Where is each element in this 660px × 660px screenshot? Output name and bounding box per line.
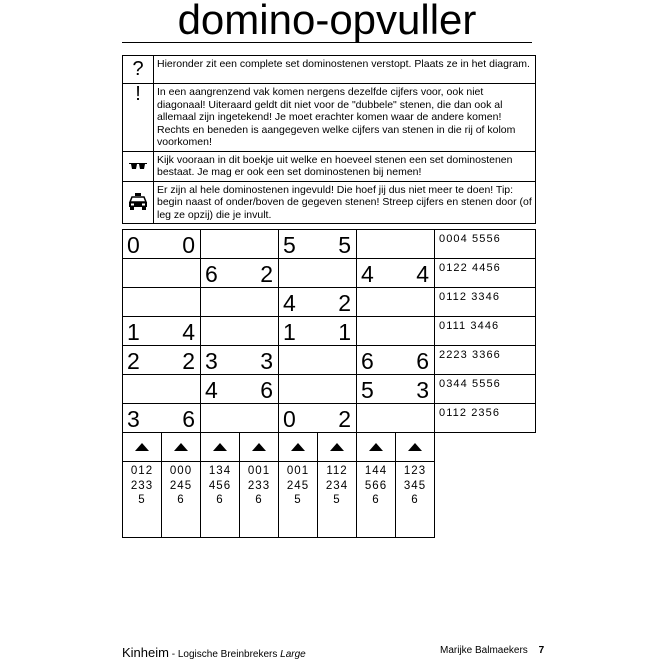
column-number-line: 456 bbox=[208, 479, 232, 492]
page-number: 7 bbox=[538, 645, 545, 656]
domino-pip-b: 3 bbox=[416, 377, 429, 403]
column-number-line: 000 bbox=[169, 465, 193, 477]
domino-pip-b: 2 bbox=[338, 406, 351, 432]
domino-pip-a: 1 bbox=[283, 319, 296, 345]
column-number-line: 6 bbox=[216, 494, 224, 506]
sunglasses-icon bbox=[123, 151, 154, 181]
domino-pip-b: 1 bbox=[338, 319, 351, 345]
arrow-up-icon bbox=[252, 443, 266, 451]
question-mark-icon: ? bbox=[123, 56, 154, 84]
author-name: Marijke Balmaekers bbox=[440, 645, 528, 656]
footer-brand bbox=[122, 645, 306, 660]
row-number-list: 0344 5556 bbox=[434, 374, 536, 404]
grid-cell[interactable] bbox=[122, 316, 201, 346]
column-arrow-cell bbox=[239, 432, 279, 462]
domino-pip-b: 6 bbox=[182, 406, 195, 432]
column-number-list bbox=[239, 461, 279, 538]
column-number-list bbox=[161, 461, 201, 538]
domino-pip-a: 5 bbox=[361, 377, 374, 403]
grid-cell[interactable] bbox=[356, 316, 435, 346]
column-number-line: 245 bbox=[286, 479, 310, 492]
rule-text: Hieronder zit een complete set dominostenen verstopt. Plaats ze in het diagram. bbox=[154, 56, 536, 84]
row-number-list: 0122 4456 bbox=[434, 258, 536, 288]
grid-cell[interactable] bbox=[356, 374, 435, 404]
rules-table bbox=[122, 55, 536, 224]
grid-cell[interactable] bbox=[200, 258, 279, 288]
page-title: domino-opvuller bbox=[177, 0, 477, 43]
arrow-up-icon bbox=[135, 443, 149, 451]
column-number-list bbox=[278, 461, 318, 538]
domino-pip-a: 0 bbox=[283, 406, 296, 432]
grid-cell[interactable] bbox=[278, 345, 357, 375]
column-number-line: 245 bbox=[169, 479, 193, 492]
domino-pip-a: 0 bbox=[127, 232, 140, 258]
grid-cell[interactable] bbox=[200, 316, 279, 346]
row-number-list: 0112 2356 bbox=[434, 403, 536, 433]
grid-cell[interactable] bbox=[122, 345, 201, 375]
arrow-up-icon bbox=[174, 443, 188, 451]
grid-cell[interactable] bbox=[278, 374, 357, 404]
row-number-list: 0004 5556 bbox=[434, 229, 536, 259]
column-number-list bbox=[122, 461, 162, 538]
domino-pip-a: 1 bbox=[127, 319, 140, 345]
column-number-line: 123 bbox=[403, 465, 427, 477]
column-number-line: 5 bbox=[333, 494, 341, 506]
column-number-line: 5 bbox=[294, 494, 302, 506]
column-arrow-cell bbox=[122, 432, 162, 462]
column-number-line: 566 bbox=[364, 479, 388, 492]
column-number-line: 234 bbox=[325, 479, 349, 492]
car-icon bbox=[123, 181, 154, 224]
arrow-up-icon bbox=[213, 443, 227, 451]
column-arrow-cell bbox=[356, 432, 396, 462]
brand-name: Kinheim bbox=[122, 645, 169, 660]
column-arrow-cell bbox=[200, 432, 240, 462]
domino-pip-b: 6 bbox=[260, 377, 273, 403]
arrow-up-icon bbox=[291, 443, 305, 451]
column-number-line: 5 bbox=[138, 494, 146, 506]
domino-pip-b: 0 bbox=[182, 232, 195, 258]
row-number-list: 2223 3366 bbox=[434, 345, 536, 375]
row-number-list: 0111 3446 bbox=[434, 316, 536, 346]
title-underline bbox=[122, 42, 532, 43]
rule-text: Kijk vooraan in dit boekje uit welke en hoeveel stenen een set dominostenen bestaat. Je mag er ook een set dominostenen bij nemen! bbox=[154, 151, 536, 181]
grid-cell[interactable] bbox=[356, 229, 435, 259]
domino-pip-b: 4 bbox=[182, 319, 195, 345]
column-number-line: 233 bbox=[247, 479, 271, 492]
domino-pip-b: 2 bbox=[182, 348, 195, 374]
column-arrow-cell bbox=[317, 432, 357, 462]
column-number-list bbox=[356, 461, 396, 538]
column-number-line: 001 bbox=[286, 465, 310, 477]
column-number-line: 112 bbox=[326, 465, 348, 477]
domino-pip-b: 2 bbox=[260, 261, 273, 287]
column-number-line: 6 bbox=[255, 494, 263, 506]
series-italic: Large bbox=[280, 649, 306, 660]
row-number-list: 0112 3346 bbox=[434, 287, 536, 317]
column-number-line: 134 bbox=[208, 465, 232, 477]
grid-cell[interactable] bbox=[122, 374, 201, 404]
grid-cell[interactable] bbox=[356, 258, 435, 288]
rule-text: Er zijn al hele dominostenen ingevuld! Die hoef jij dus niet meer te doen! Tip: begin naast of onder/boven de gegeven stenen! Streep cijfers en stenen door (of leg ze opzij) die je invult. bbox=[154, 181, 536, 224]
arrow-up-icon bbox=[408, 443, 422, 451]
rule-row bbox=[123, 181, 536, 224]
grid-cell[interactable] bbox=[200, 229, 279, 259]
rule-row bbox=[123, 84, 536, 152]
grid-cell[interactable] bbox=[278, 258, 357, 288]
footer-author bbox=[440, 645, 544, 656]
rule-row bbox=[123, 151, 536, 181]
domino-pip-a: 5 bbox=[283, 232, 296, 258]
domino-pip-b: 6 bbox=[416, 348, 429, 374]
grid-cell[interactable] bbox=[278, 316, 357, 346]
series-name: - Logische Breinbrekers bbox=[171, 649, 278, 660]
rule-text: In een aangrenzend vak komen nergens dezelfde cijfers voor, ook niet diagonaal! Uiteraard geldt dit niet voor de "dubbele" stenen, die dan ook al allemaal zijn ingetekend! Je moet erachter komen waar de andere komen! Rechts en beneden is aangegeven welke cijfers van stenen in die rij of kolom voorkomen! bbox=[154, 84, 536, 152]
arrow-up-icon bbox=[369, 443, 383, 451]
domino-pip-a: 6 bbox=[205, 261, 218, 287]
grid-cell[interactable] bbox=[122, 403, 201, 433]
column-number-list bbox=[200, 461, 240, 538]
grid-cell[interactable] bbox=[278, 403, 357, 433]
domino-pip-b: 5 bbox=[338, 232, 351, 258]
domino-pip-a: 3 bbox=[205, 348, 218, 374]
grid-cell[interactable] bbox=[200, 287, 279, 317]
grid-cell[interactable] bbox=[356, 403, 435, 433]
exclamation-icon: ! bbox=[123, 84, 154, 152]
grid-cell[interactable] bbox=[122, 258, 201, 288]
column-number-list bbox=[317, 461, 357, 538]
column-arrow-cell bbox=[395, 432, 435, 462]
column-arrow-cell bbox=[161, 432, 201, 462]
column-number-line: 001 bbox=[247, 465, 271, 477]
column-number-line: 6 bbox=[177, 494, 185, 506]
grid-cell[interactable] bbox=[200, 374, 279, 404]
grid-cell[interactable] bbox=[200, 345, 279, 375]
domino-pip-a: 2 bbox=[127, 348, 140, 374]
domino-pip-a: 4 bbox=[205, 377, 218, 403]
domino-pip-a: 3 bbox=[127, 406, 140, 432]
arrow-up-icon bbox=[330, 443, 344, 451]
column-number-line: 6 bbox=[411, 494, 419, 506]
column-number-line: 233 bbox=[130, 479, 154, 492]
domino-pip-b: 4 bbox=[416, 261, 429, 287]
column-number-list bbox=[395, 461, 435, 538]
grid-cell[interactable] bbox=[278, 229, 357, 259]
column-number-line: 012 bbox=[130, 465, 154, 477]
domino-pip-b: 3 bbox=[260, 348, 273, 374]
rule-row bbox=[123, 56, 536, 84]
grid-cell[interactable] bbox=[122, 229, 201, 259]
column-number-line: 144 bbox=[364, 465, 388, 477]
grid-cell[interactable] bbox=[200, 403, 279, 433]
column-number-line: 6 bbox=[372, 494, 380, 506]
grid-cell[interactable] bbox=[356, 345, 435, 375]
domino-pip-a: 6 bbox=[361, 348, 374, 374]
domino-pip-a: 4 bbox=[361, 261, 374, 287]
domino-pip-a: 4 bbox=[283, 290, 296, 316]
column-arrow-cell bbox=[278, 432, 318, 462]
grid-cell[interactable] bbox=[122, 287, 201, 317]
grid-cell[interactable] bbox=[356, 287, 435, 317]
column-number-line: 345 bbox=[403, 479, 427, 492]
domino-pip-b: 2 bbox=[338, 290, 351, 316]
grid-cell[interactable] bbox=[278, 287, 357, 317]
